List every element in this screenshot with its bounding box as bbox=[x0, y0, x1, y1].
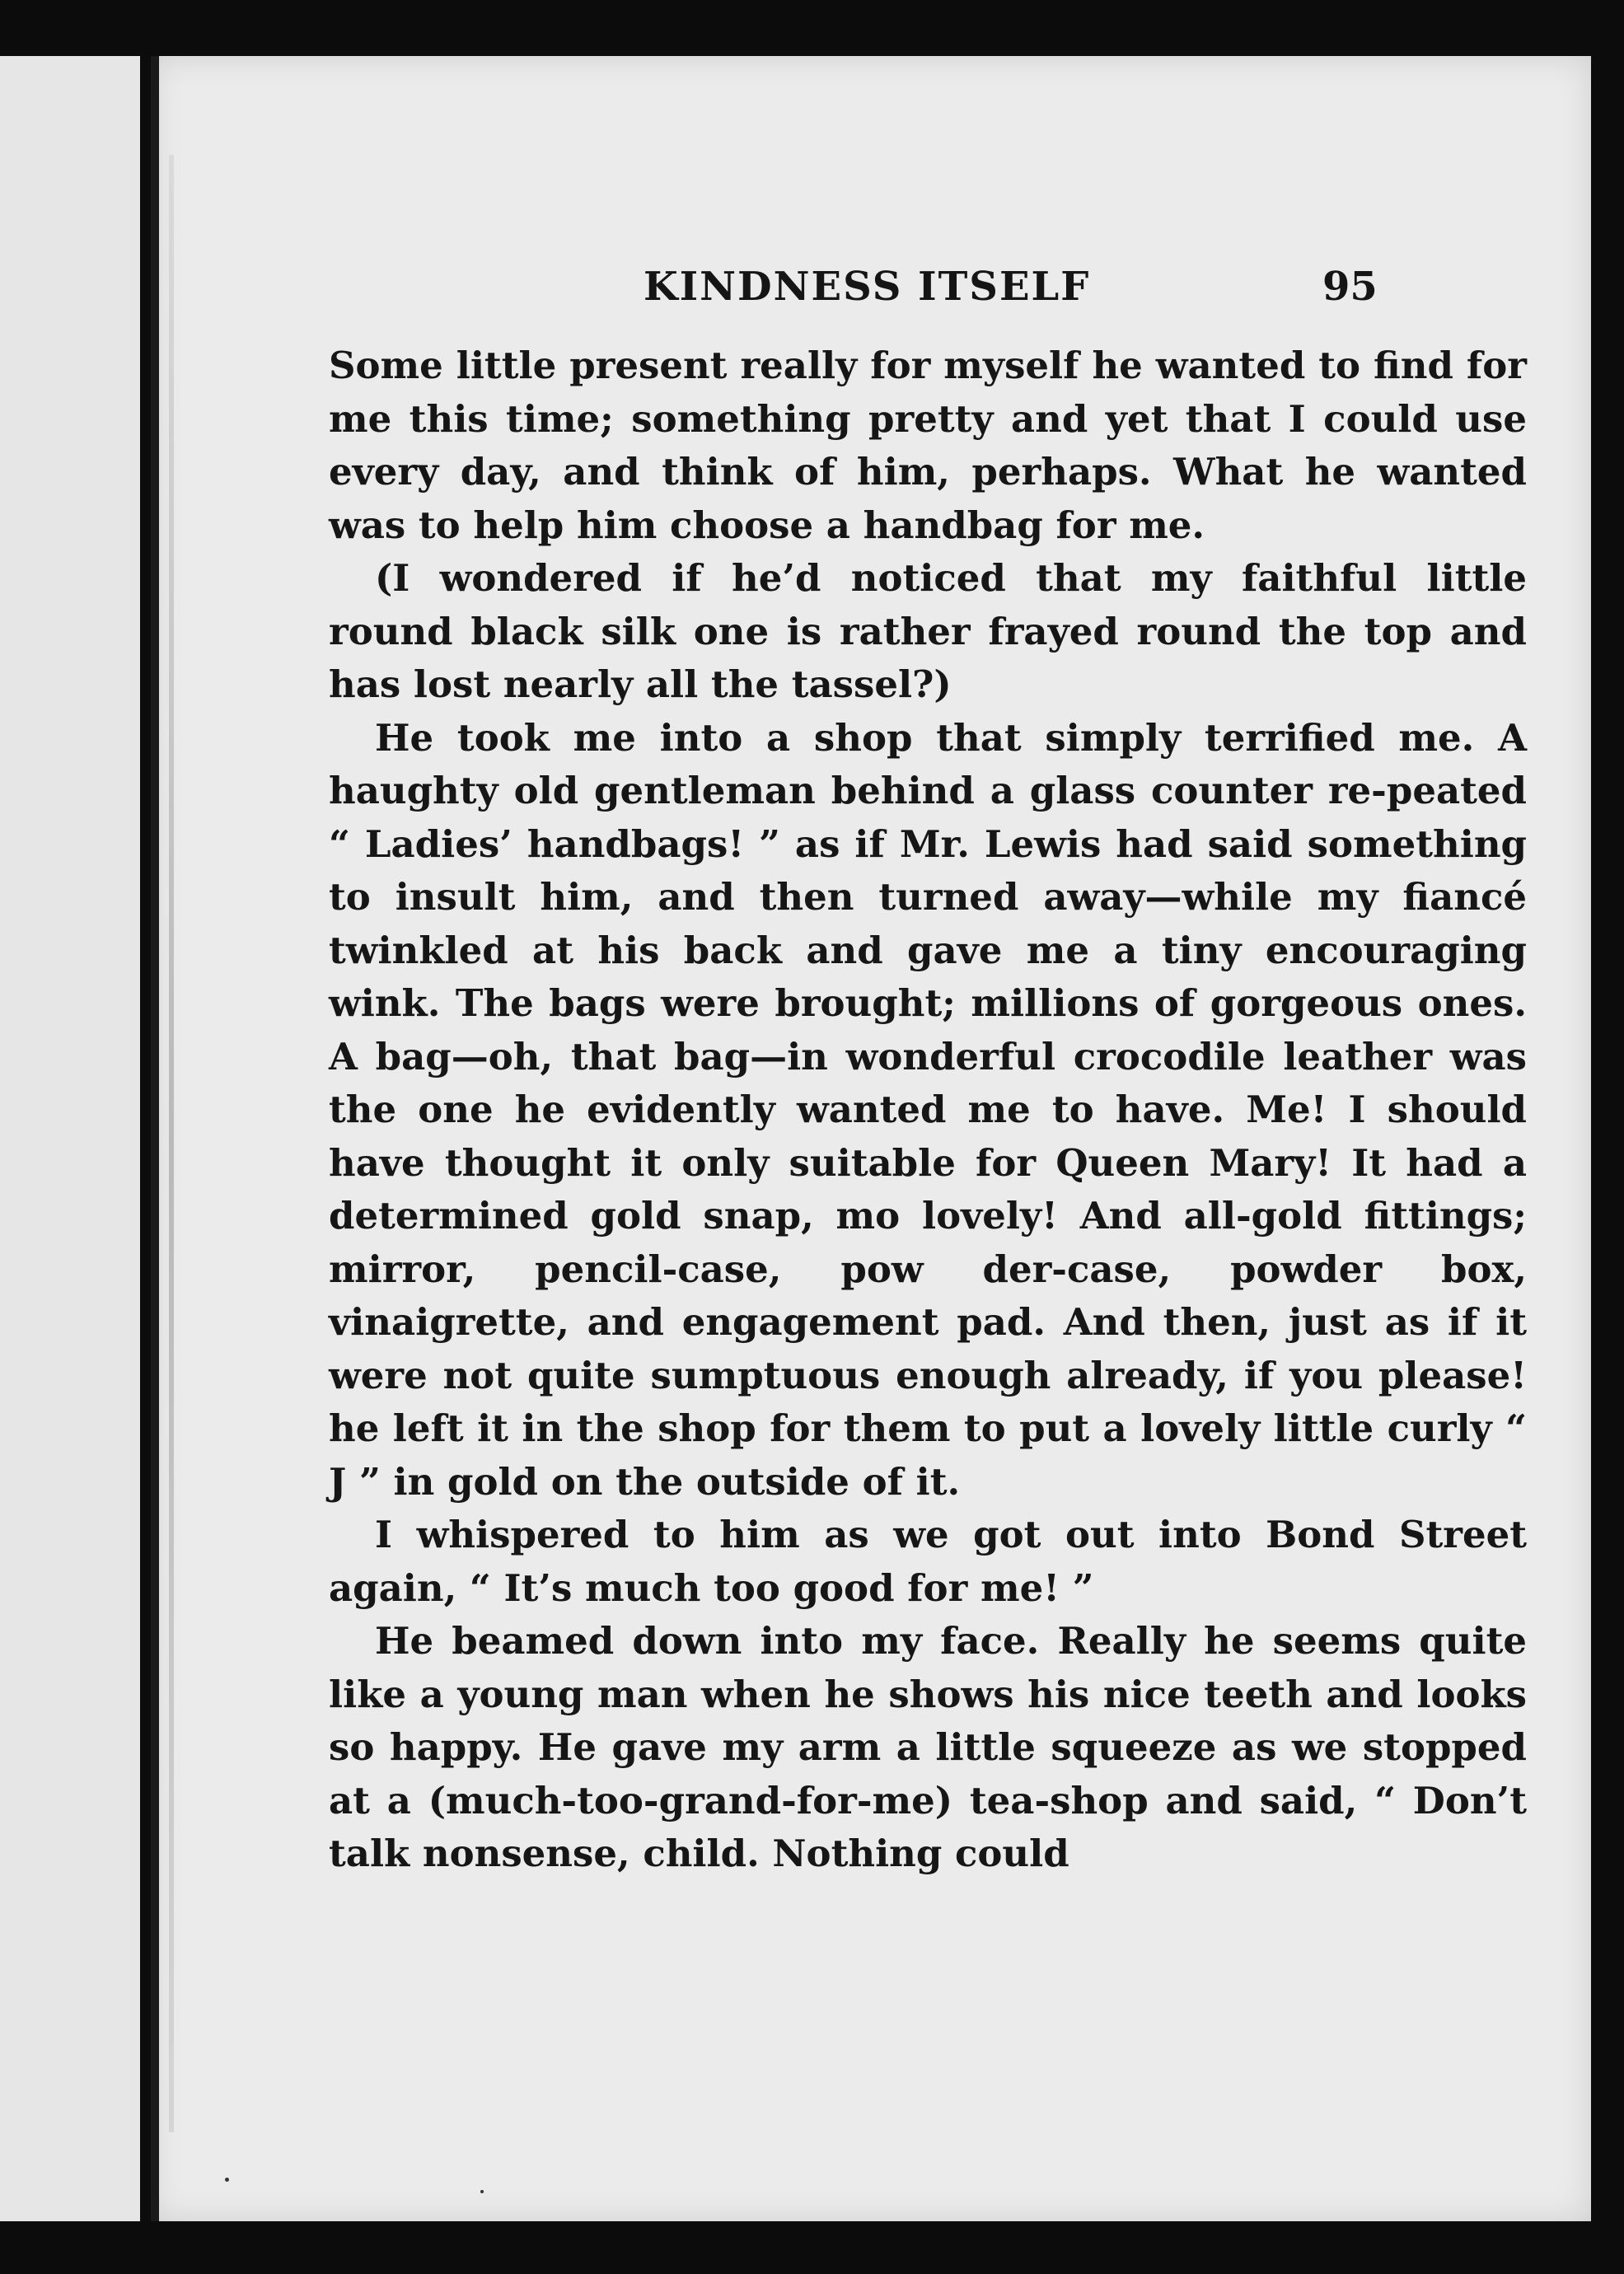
running-title: KINDNESS ITSELF bbox=[644, 264, 1091, 310]
facing-page-edge bbox=[0, 56, 140, 2221]
book-page bbox=[151, 56, 1591, 2221]
body-text bbox=[329, 339, 1527, 1881]
paragraph-5: He beamed down into my face. Really he seems quite like a young man when he shows his nice teeth and looks so happy. He gave my arm a little squeeze as we stopped at a (much-too-grand-for-me) tea-shop and said, “ Don’t talk nonsense, child. Nothing could bbox=[329, 1619, 1527, 1875]
page-gutter bbox=[151, 56, 159, 2221]
page-spine-shadow bbox=[169, 155, 174, 2132]
paragraph-4: I whispered to him as we got out into Bond Street again, “ It’s much too good for me! ” bbox=[329, 1513, 1527, 1610]
paper-speck bbox=[480, 2190, 484, 2193]
paper-speck bbox=[225, 2178, 229, 2182]
paragraph-2: (I wondered if he’d noticed that my faithful little round black silk one is rather frayed round the top and has lost nearly all the tassel?) bbox=[329, 556, 1527, 706]
running-header bbox=[151, 214, 1591, 310]
paragraph-1: Some little present really for myself he wanted to find for me this time; something pretty and yet that I could use every day, and think of him, perhaps. What he wanted was to help him choose a handbag for me. bbox=[329, 344, 1527, 547]
paragraph-3: He took me into a shop that simply terrified me. A haughty old gentleman behind a glass counter re-peated “ Ladies’ handbags! ” as if Mr. Lewis had said something to insult him, and then turned away—while my fiancé twinkled at his back and gave me a tiny encouraging wink. The bags were brought; millions of gorgeous ones. A bag—oh, that bag—in wonderful crocodile leather was the one he evidently wanted me to have. Me! I should have thought it only suitable for Queen Mary! It had a determined gold snap, mo lovely! And all-gold fittings; mirror, pencil-case, pow der-case, powder box, vinaigrette, and engagement pad. And then, just as if it were not quite sumptuous enough already, if you please! he left it in the shop for them to put a lovely little curly “ J ” in gold on the outside of it. bbox=[329, 715, 1527, 1504]
page-number: 95 bbox=[1322, 264, 1378, 310]
